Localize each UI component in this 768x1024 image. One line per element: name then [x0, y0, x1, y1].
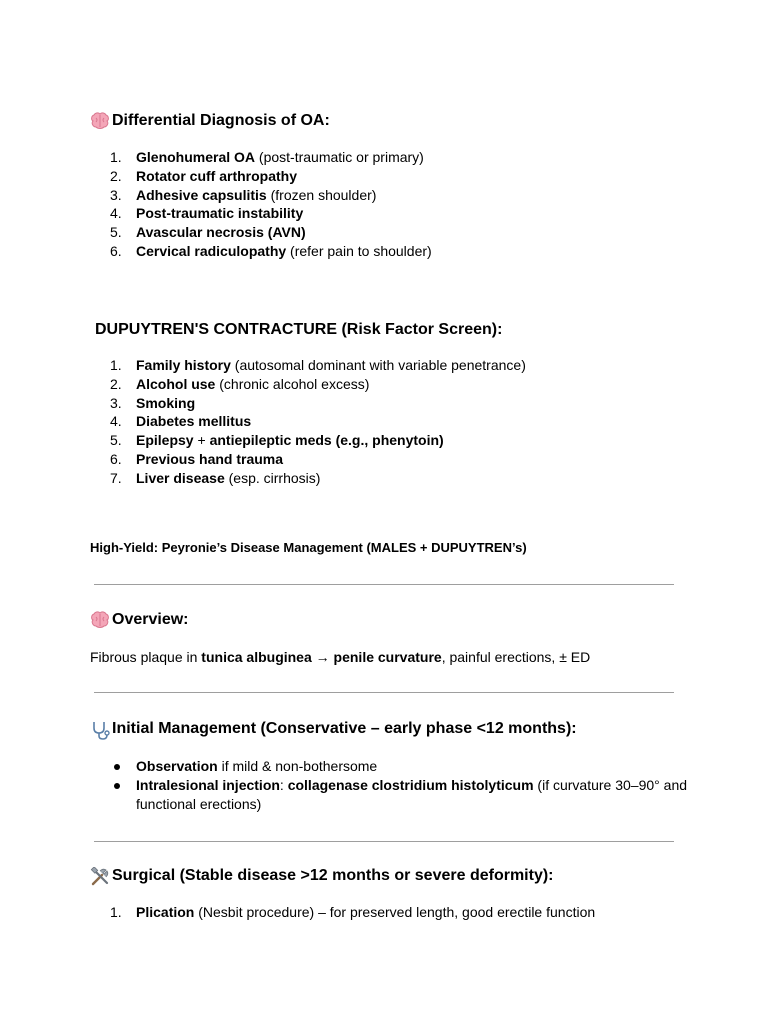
item-term: Liver disease — [136, 469, 225, 486]
item-detail: (chronic alcohol excess) — [215, 375, 370, 392]
heading-text: Overview: — [112, 611, 189, 628]
heading-text: DUPUYTREN'S CONTRACTURE (Risk Factor Screen): — [95, 321, 503, 338]
item-detail: (Nesbit procedure) – for preserved length, good erectile function — [194, 904, 596, 920]
item-separator: : — [279, 776, 288, 793]
item-term: Family history — [136, 357, 231, 373]
list-item — [90, 186, 432, 205]
heading-text: Differential Diagnosis of OA: — [112, 112, 330, 129]
heading-text: Surgical (Stable disease >12 months or severe deformity): — [112, 867, 554, 884]
overview-key-term: tunica albuginea → penile curvature — [201, 649, 442, 665]
overview-text-part: Fibrous plaque in — [90, 649, 202, 665]
item-detail: (if curvature 30–90° and functional erections) — [136, 776, 688, 812]
heading-initial-management — [90, 719, 577, 739]
item-number: 4. — [110, 413, 122, 430]
stethoscope-icon — [90, 719, 112, 739]
item-term: Glenohumeral OA — [136, 149, 256, 165]
item-term-secondary: collagenase clostridium histolyticum — [287, 776, 534, 793]
item-number: 6. — [110, 242, 122, 259]
item-number: 2. — [110, 375, 122, 392]
overview-text — [90, 648, 590, 666]
dupuytren-risk-list — [90, 356, 526, 488]
item-number: 5. — [110, 432, 122, 449]
item-term: Plication — [136, 904, 195, 920]
item-detail: (post-traumatic or primary) — [255, 149, 424, 165]
item-term: Diabetes mellitus — [136, 413, 252, 430]
item-detail: (frozen shoulder) — [266, 186, 377, 203]
item-term: Rotator cuff arthropathy — [136, 167, 297, 184]
overview-text-part: , painful erections, ± ED — [441, 649, 591, 665]
item-term: Alcohol use — [136, 375, 216, 392]
list-item — [90, 412, 526, 431]
list-item — [90, 204, 432, 223]
peyronie-title: High-Yield: Peyronie’s Disease Management (MALES + DUPUYTREN’s) — [90, 540, 527, 555]
list-item — [90, 167, 432, 186]
bullet — [114, 783, 120, 789]
divider — [94, 584, 674, 585]
item-detail: (esp. cirrhosis) — [224, 469, 321, 486]
divider — [94, 841, 674, 842]
heading-dupuytren — [95, 320, 502, 340]
item-term-secondary: antiepileptic meds (e.g., phenytoin) — [209, 432, 444, 449]
tools-icon — [90, 866, 112, 886]
item-term: Epilepsy — [136, 432, 194, 449]
item-number: 3. — [110, 186, 122, 203]
item-detail: if mild & non-bothersome — [217, 758, 378, 774]
item-number: 1. — [110, 357, 122, 373]
item-number: 3. — [110, 394, 122, 411]
list-item — [90, 450, 526, 469]
item-number: 1. — [110, 904, 122, 920]
item-detail: (autosomal dominant with variable penetrance) — [230, 357, 526, 373]
item-term: Avascular necrosis (AVN) — [136, 224, 306, 241]
item-number: 7. — [110, 469, 122, 486]
brain-icon — [90, 111, 112, 131]
item-detail: (refer pain to shoulder) — [286, 242, 432, 259]
brain-icon — [90, 610, 112, 630]
initial-management-list — [90, 757, 696, 813]
item-term: Smoking — [136, 394, 196, 411]
list-item — [90, 148, 432, 167]
item-term: Intralesional injection — [136, 776, 280, 793]
item-term: Post-traumatic instability — [136, 205, 304, 222]
heading-overview — [90, 610, 188, 630]
list-item — [90, 242, 432, 261]
list-item — [90, 757, 696, 776]
item-detail: + — [193, 432, 210, 449]
item-number: 5. — [110, 224, 122, 241]
list-item — [90, 356, 526, 375]
list-item — [90, 223, 432, 242]
item-term: Adhesive capsulitis — [136, 186, 267, 203]
list-item — [90, 903, 595, 922]
item-term: Observation — [136, 758, 218, 774]
list-item — [90, 375, 526, 394]
item-number: 4. — [110, 205, 122, 222]
list-item — [90, 394, 526, 413]
heading-text: Initial Management (Conservative – early phase <12 months): — [112, 720, 577, 737]
item-term: Previous hand trauma — [136, 450, 284, 467]
differential-list — [90, 148, 432, 261]
list-item — [90, 776, 696, 814]
item-number: 1. — [110, 149, 122, 165]
item-number: 6. — [110, 450, 122, 467]
surgical-list — [90, 903, 595, 922]
item-term: Cervical radiculopathy — [136, 242, 287, 259]
list-item — [90, 431, 526, 450]
item-number: 2. — [110, 167, 122, 184]
divider — [94, 692, 674, 693]
list-item — [90, 469, 526, 488]
heading-surgical — [90, 866, 554, 886]
heading-differential-diagnosis — [90, 111, 330, 131]
bullet — [114, 764, 120, 770]
